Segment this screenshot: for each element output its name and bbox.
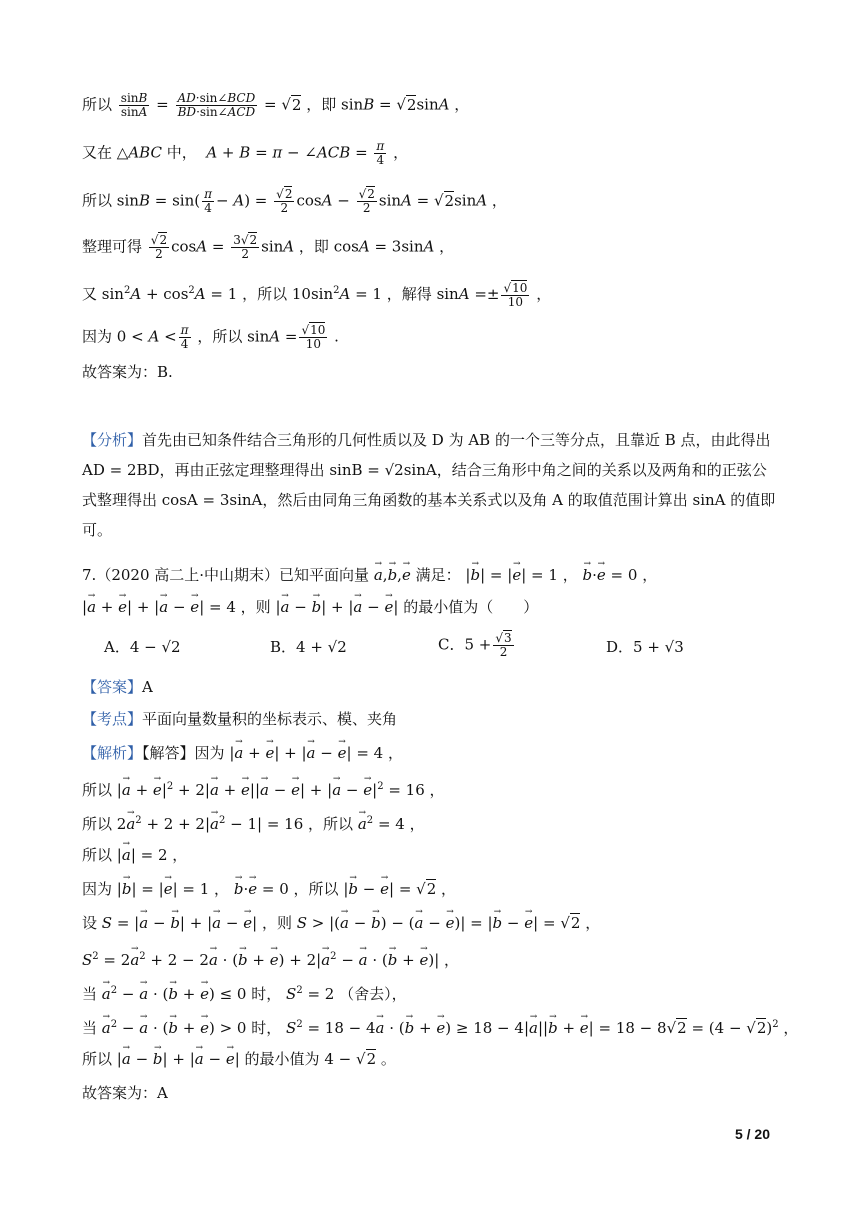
fraction: $\frac{\sin B}{\sin A}$ — [120, 91, 148, 119]
solution-step-5: 设 S = |→ a − → b| + |→ a − → e| ，则 S > |(→ a − → b) − (→ a − → e)| = |→ b − → e| = √2 ， — [82, 912, 780, 934]
conclusion-a: 故答案为：A — [82, 1084, 168, 1102]
option-d: D．5 + √3 — [606, 638, 684, 656]
fraction: $\frac{\text{AD·sin∠BCD}}{\text{BD·sin∠ACD}}$ — [177, 91, 256, 119]
conclusion-b: 故答案为：B. — [82, 363, 173, 381]
solution-step-1: 所以 |→ a + → $e|^2 + 2|\to a$ + → e||→ a − → e| + |→ a − → $e|^2 = 16$ ， — [82, 776, 780, 801]
solution-step-6: $S^2 = 2\to a^2 + 2 - 2\to a$ · (→ b + → $e) + 2|\to a^2$ − → a · (→ b + → e)| ， — [82, 946, 780, 971]
solution-line-6: 因为 0 < A < $\frac{\pi}{4}$ ，所以 sinA = $\frac{√10}{10}$ . — [82, 323, 339, 351]
fraction: $\frac{√3}{2}$ — [495, 631, 512, 659]
page-number: 5 / 20 — [734, 1126, 770, 1142]
fraction: $\frac{√10}{10}$ — [503, 280, 528, 309]
fraction: $\frac{\pi}{4}$ — [204, 187, 212, 215]
option-b: B．4 + √2 — [270, 638, 347, 656]
fraction: $\frac{√2}{2}$ — [276, 187, 293, 215]
option-a: A．4 − √2 — [104, 638, 181, 656]
fraction: $\frac{3√2}{2}$ — [233, 233, 258, 261]
analysis-paragraph: 【分析】首先由已知条件结合三角形的几何性质以及 D 为 AB 的一个三等分点，且靠近 B 点，由此得出 AD = 2BD，再由正弦定理整理得出 sinB = √2sinA，结合三角形中角之间的关系以及两角和的正弦公式整理得出 cosA = 3sinA，然后由同角三角函数的基本关系式以及角 A 的取值范围计算出 sinA 的值即可。 — [82, 431, 776, 539]
solution-line-5: 又 $\sin^2A + \cos^2A = 1$ ，所以 $10\sin^2A = 1$ ，解得 sinA =± $\frac{√10}{10}$ ， — [82, 280, 552, 309]
question-7-stem-2: |→ a + → e| + |→ a − → e| = 4 ，则 |→ a − → b| + |→ a − → e| 的最小值为（ ） — [82, 596, 780, 618]
fraction: $\frac{\pi}{4}$ — [180, 323, 189, 351]
solution-step-0: 【解析】【解答】因为 |→ a + → e| + |→ a − → e| = 4 ， — [82, 742, 780, 764]
solution-line-1: 所以 $\frac{\sin B}{\sin A}$ = $\frac{\text{AD·sin∠BCD}}{\text{BD·sin∠ACD}}$ = √2 ，即 sinB = √2sinA ， — [82, 91, 470, 119]
solution-step-8: 当 → $a^2$ − → a · (→ b + → e) > 0 时， $S^2 = 18 - 4\to a$ · (→ b + → e) ≥ 18 − 4|→ a||→ b + → $e| = 18 - 8√2 = (4 - √2)^2$ ， — [82, 1014, 780, 1039]
solution-step-4: 因为 |→ b| = |→ e| = 1 ， → b·→ e = 0 ，所以 |→ b − → e| = √2 ， — [82, 878, 780, 900]
solution-line-4: 整理可得 $\frac{√2}{2}$ cosA = $\frac{3√2}{2}$ sinA ，即 cosA = 3sinA ， — [82, 233, 455, 261]
fraction: $\frac{√2}{2}$ — [358, 187, 375, 215]
solution-line-3: 所以 sinB = sin( $\frac{\pi}{4}$ − A) = $\frac{√2}{2}$ cosA − $\frac{√2}{2}$ sinA = √2sinA ， — [82, 187, 507, 215]
solution-step-3: 所以 |→ a| = 2 ， — [82, 844, 780, 866]
option-c: C．5 + $\frac{√3}{2}$ — [438, 631, 512, 659]
solution-step-2: 所以 $2\to a^2 + 2 + 2|\to a^2 - 1| = 16$ ，所以 → $a^2 = 4$ ， — [82, 810, 780, 835]
fraction: $\frac{√10}{10}$ — [301, 323, 326, 351]
solution-step-9: 所以 |→ a − → b| + |→ a − → e| 的最小值为 4 − √2 。 — [82, 1048, 780, 1070]
answer-line: 【答案】A — [82, 678, 153, 696]
solution-line-2: 又在 △ABC 中， A + B = π − ∠ACB = $\frac{\pi}{4}$ ， — [82, 139, 409, 167]
fraction: $\frac{\pi}{4}$ — [376, 139, 385, 167]
solution-step-7: 当 → $a^2$ − → a · (→ b + → e) ≤ 0 时， $S^2 = 2$ （舍去）， — [82, 980, 780, 1005]
topic-line: 【考点】平面向量数量积的坐标表示、模、夹角 — [82, 710, 398, 728]
question-7-stem: 7.（2020 高二上·中山期末）已知平面向量 → a,→ b,→ e 满足： |→ b| = |→ e| = 1 ， → b·→ e = 0 ， — [82, 564, 780, 586]
fraction: $\frac{√2}{2}$ — [150, 233, 168, 261]
